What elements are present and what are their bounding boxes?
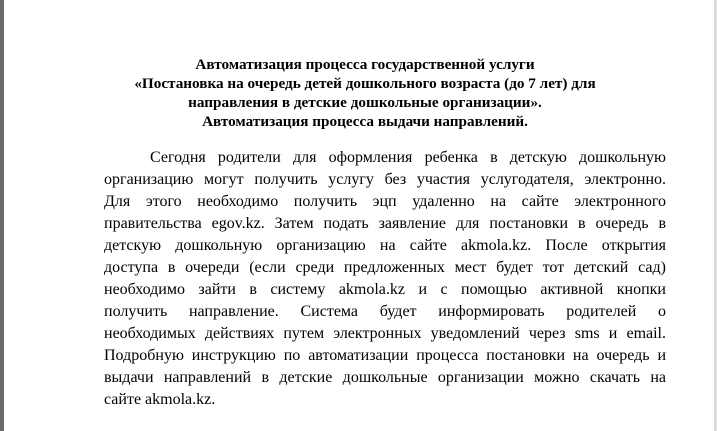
paragraph-line: доступа в очереди (если среди предложенных мест будет тот детский сад) (104, 259, 666, 276)
paragraph-line: Подробную инструкцию по автоматизации процесса постановки на очередь и (104, 347, 666, 364)
paragraph-line: Сегодня родители для оформления ребенка в детскую дошкольную (150, 149, 666, 166)
paragraph-line: необходимо зайти в систему akmola.kz и с помощью активной кнопки (104, 281, 666, 298)
heading-line-3: направления в детские дошкольные организации». (188, 94, 542, 111)
heading-line-4: Автоматизация процесса выдачи направлений. (202, 113, 528, 130)
paragraph-line: детскую дошкольную организацию на сайте akmola.kz. После открытия (104, 237, 666, 254)
paragraph-line: необходимых действиях путем электронных уведомлений через sms и email. (104, 325, 666, 342)
paragraph-line: Для этого необходимо получить эцп удаленно на сайте электронного (104, 193, 666, 210)
heading-line-2: «Постановка на очередь детей дошкольного возраста (до 7 лет) для (134, 75, 596, 92)
heading-line-1: Автоматизация процесса государственной услуги (195, 56, 535, 73)
paragraph-line: получить направление. Система будет информировать родителей о (104, 303, 666, 320)
document-heading (40, 55, 690, 131)
paragraph-line: сайте akmola.kz. (104, 391, 216, 408)
paragraph-line: организацию могут получить услугу без участия услугодателя, электронно. (104, 171, 666, 188)
paragraph-line: правительства egov.kz. Затем подать заявление для постановки в очередь в (104, 215, 666, 232)
paragraph-line: выдачи направлений в детские дошкольные организации можно скачать на (104, 369, 666, 386)
body-paragraph (104, 147, 666, 411)
